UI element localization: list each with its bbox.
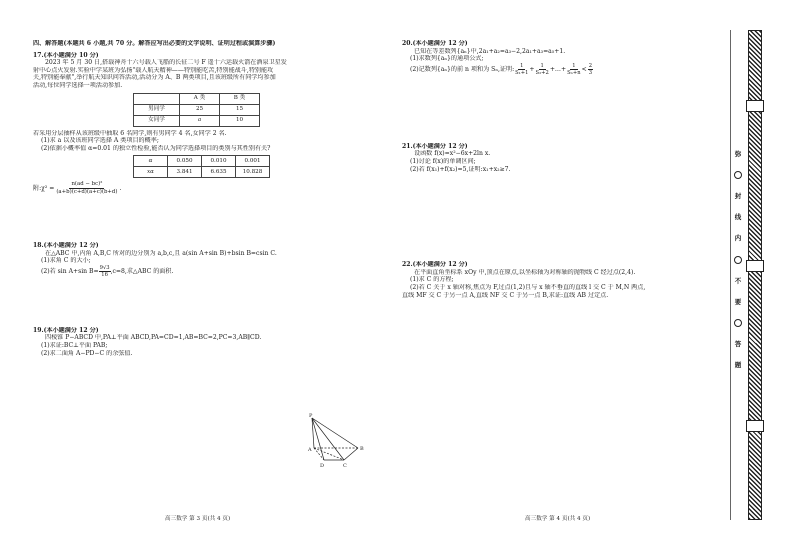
- q19-text-1: 四棱锥 P−ABCD 中,PA⊥平面 ABCD,PA=CD=1,AB=BC=2,PC=3,AB∥CD.: [45, 334, 262, 342]
- q18-fraction: $\frac{9√3}{16}$: [99, 264, 110, 279]
- q18-sub-1: (1)求角 C 的大小;: [41, 257, 91, 265]
- q20-sub-1: (1)求数列{aₙ}的通项公式;: [410, 55, 484, 63]
- q21-heading: 21.(本小题满分 12 分): [402, 142, 468, 150]
- label-b: B: [360, 446, 364, 452]
- q17-sub-2: (2)依据小概率值 α=0.01 的独立性检验,能否认为同学选择项目的类别与其性别有关?: [41, 144, 271, 152]
- answer-space: [402, 77, 720, 143]
- q17-text-3: 关,特别能奉献",举行航天知识问答活动,活动分为 A、B 两类项目,且该班级所有同学均参加: [33, 74, 276, 82]
- q19-sub-2: (2)求二面角 A−PD−C 的余弦值.: [41, 349, 133, 357]
- binding-hole: [746, 100, 764, 112]
- q18-heading: 18.(本小题满分 12 分): [33, 241, 99, 249]
- q22-text-1: 在平面直角坐标系 xOy 中,顶点在原点,以坐标轴为对称轴的抛物线 C 经过点(2,4).: [414, 268, 636, 276]
- seal-char: 不: [734, 276, 742, 285]
- q21-text-1: 设函数 f(x)=x²−6x+2ln x.: [414, 150, 491, 158]
- seal-char: 线: [734, 213, 742, 222]
- q20-frac-2: $\frac{1}{\text{S₂+2}}$: [535, 62, 549, 77]
- pyramid-figure: [300, 412, 370, 470]
- answer-space: [402, 173, 720, 261]
- table-row: 女同学 a 10: [134, 115, 260, 126]
- q21-sub-2: (2)若 f(x₁)+f(x₂)=5,证明:x₁+x₂≥7.: [410, 165, 511, 173]
- answer-space: [33, 279, 368, 327]
- seal-text: [731, 150, 745, 369]
- q18-text-1: 在△ABC 中,内角 A,B,C 所对的边分别为 a,b,c,且 a(sin A+sin B)+bsin B=csin C.: [45, 249, 277, 257]
- q20-text-1: 已知在等差数列{aₙ}中,2a₁+a₂=a₃−2,2a₁+a₃=a₅+1.: [414, 47, 566, 55]
- q17-text-2: 射中心点火发射.实验中学某班为弘扬"载人航天精神——特别能吃苦,特别能战斗,特别能攻: [33, 66, 274, 74]
- chi-fraction: $\frac{\text{n(ad − bc)²}}{(a+b)(c+d)(a+c)(b+d)}$: [56, 181, 118, 196]
- q19-sub-1: (1)求证:BC⊥平面 PAB;: [41, 342, 108, 350]
- seal-char: 题: [734, 360, 742, 369]
- q20-frac-3: $\frac{1}{\text{Sₙ+n}}$: [567, 62, 581, 77]
- table-row: 男同学 25 15: [134, 104, 260, 115]
- seal-char: 答: [734, 339, 742, 348]
- q18-sub-2: (2)若 sin A+sin B= $\frac{9√3}{16}$ ,c=8,求△ABC 的面积.: [41, 264, 174, 279]
- q20-frac-rhs: 2 3: [588, 62, 593, 77]
- seal-char: 封: [734, 192, 742, 201]
- binding-hole: [746, 420, 764, 432]
- seal-char: 要: [734, 297, 742, 306]
- q22-sub-2b: 直线 MF 交 C 于另一点 A,直线 NF 交 C 于另一点 B,求证:直线 AB 过定点.: [402, 291, 609, 299]
- q21-sub-1: (1)讨论 f(x)的单调区间;: [410, 158, 476, 166]
- label-c: C: [343, 463, 347, 469]
- seal-char: 内: [734, 234, 742, 243]
- section-heading: 四、解答题(本题共 6 小题,共 70 分。解答应写出必要的文字说明、证明过程或演算步骤): [33, 40, 276, 47]
- binding-hole: [746, 260, 764, 272]
- q20-frac-1: 1 S₁+1: [515, 62, 529, 77]
- q22-sub-2a: (2)若 C 关于 x 轴对称,焦点为 F,过点(1,2)且与 x 轴不垂直的直线 l 交 C 于 M,N 两点,: [410, 284, 646, 292]
- q17-text-1: 2023 年 5 月 30 日,搭载神舟十六号载人飞船的长征二号 F 遥十六运载火箭在酒泉卫星发: [45, 59, 287, 67]
- seal-circle-icon: [734, 256, 742, 264]
- q20-heading: 20.(本小题满分 12 分): [402, 40, 468, 47]
- q19-heading: 19.(本小题满分 12 分): [33, 326, 99, 334]
- label-p: P: [309, 413, 313, 419]
- q17-chi-table: [133, 155, 270, 178]
- q17-text-4: 活动,每位同学选择一项活动参加.: [33, 82, 123, 90]
- q22-heading: 22.(本小题满分 12 分): [402, 261, 468, 269]
- table-row: xα 3.841 6.635 10.828: [134, 167, 270, 178]
- seal-char: 弥: [734, 150, 742, 158]
- q17-sub-1: (1)求 a 以及该班同学选择 A 类项目的概率;: [41, 137, 159, 145]
- left-column: [33, 40, 368, 357]
- seal-circle-icon: [734, 319, 742, 327]
- q17-text-5: 若采用分层抽样从该班级中抽取 6 名同学,则有男同学 4 名,女同学 2 名.: [33, 129, 227, 137]
- q20-sub-2: (2)记数列{aₙ}的前 n 项和为 Sₙ,证明: 1 S₁+1 + $\frac{1}{\text{S₂+2}}$ +…+ $\frac{1}{\text{Sₙ+n}}$ < 2 3: [410, 62, 593, 77]
- q17-formula: 附:χ² = $\frac{\text{n(ad − bc)²}}{(a+b)(c+d)(a+c)(b+d)}$ .: [33, 181, 122, 196]
- answer-space: [33, 196, 368, 242]
- q17-gender-table: [133, 93, 260, 127]
- label-a: A: [308, 447, 312, 453]
- right-column: [402, 40, 720, 299]
- seal-circle-icon: [734, 171, 742, 179]
- page-footer-left: 高三数学 第 3 页(共 4 页): [165, 516, 231, 522]
- page-footer-right: 高三数学 第 4 页(共 4 页): [525, 516, 591, 522]
- q17-heading: 17.(本小题满分 10 分): [33, 51, 99, 59]
- table-row: α 0.050 0.010 0.001: [134, 156, 270, 167]
- label-d: D: [320, 463, 325, 469]
- q22-sub-1: (1)求 C 的方程;: [410, 276, 454, 284]
- table-row: A 类 B 类: [134, 93, 260, 104]
